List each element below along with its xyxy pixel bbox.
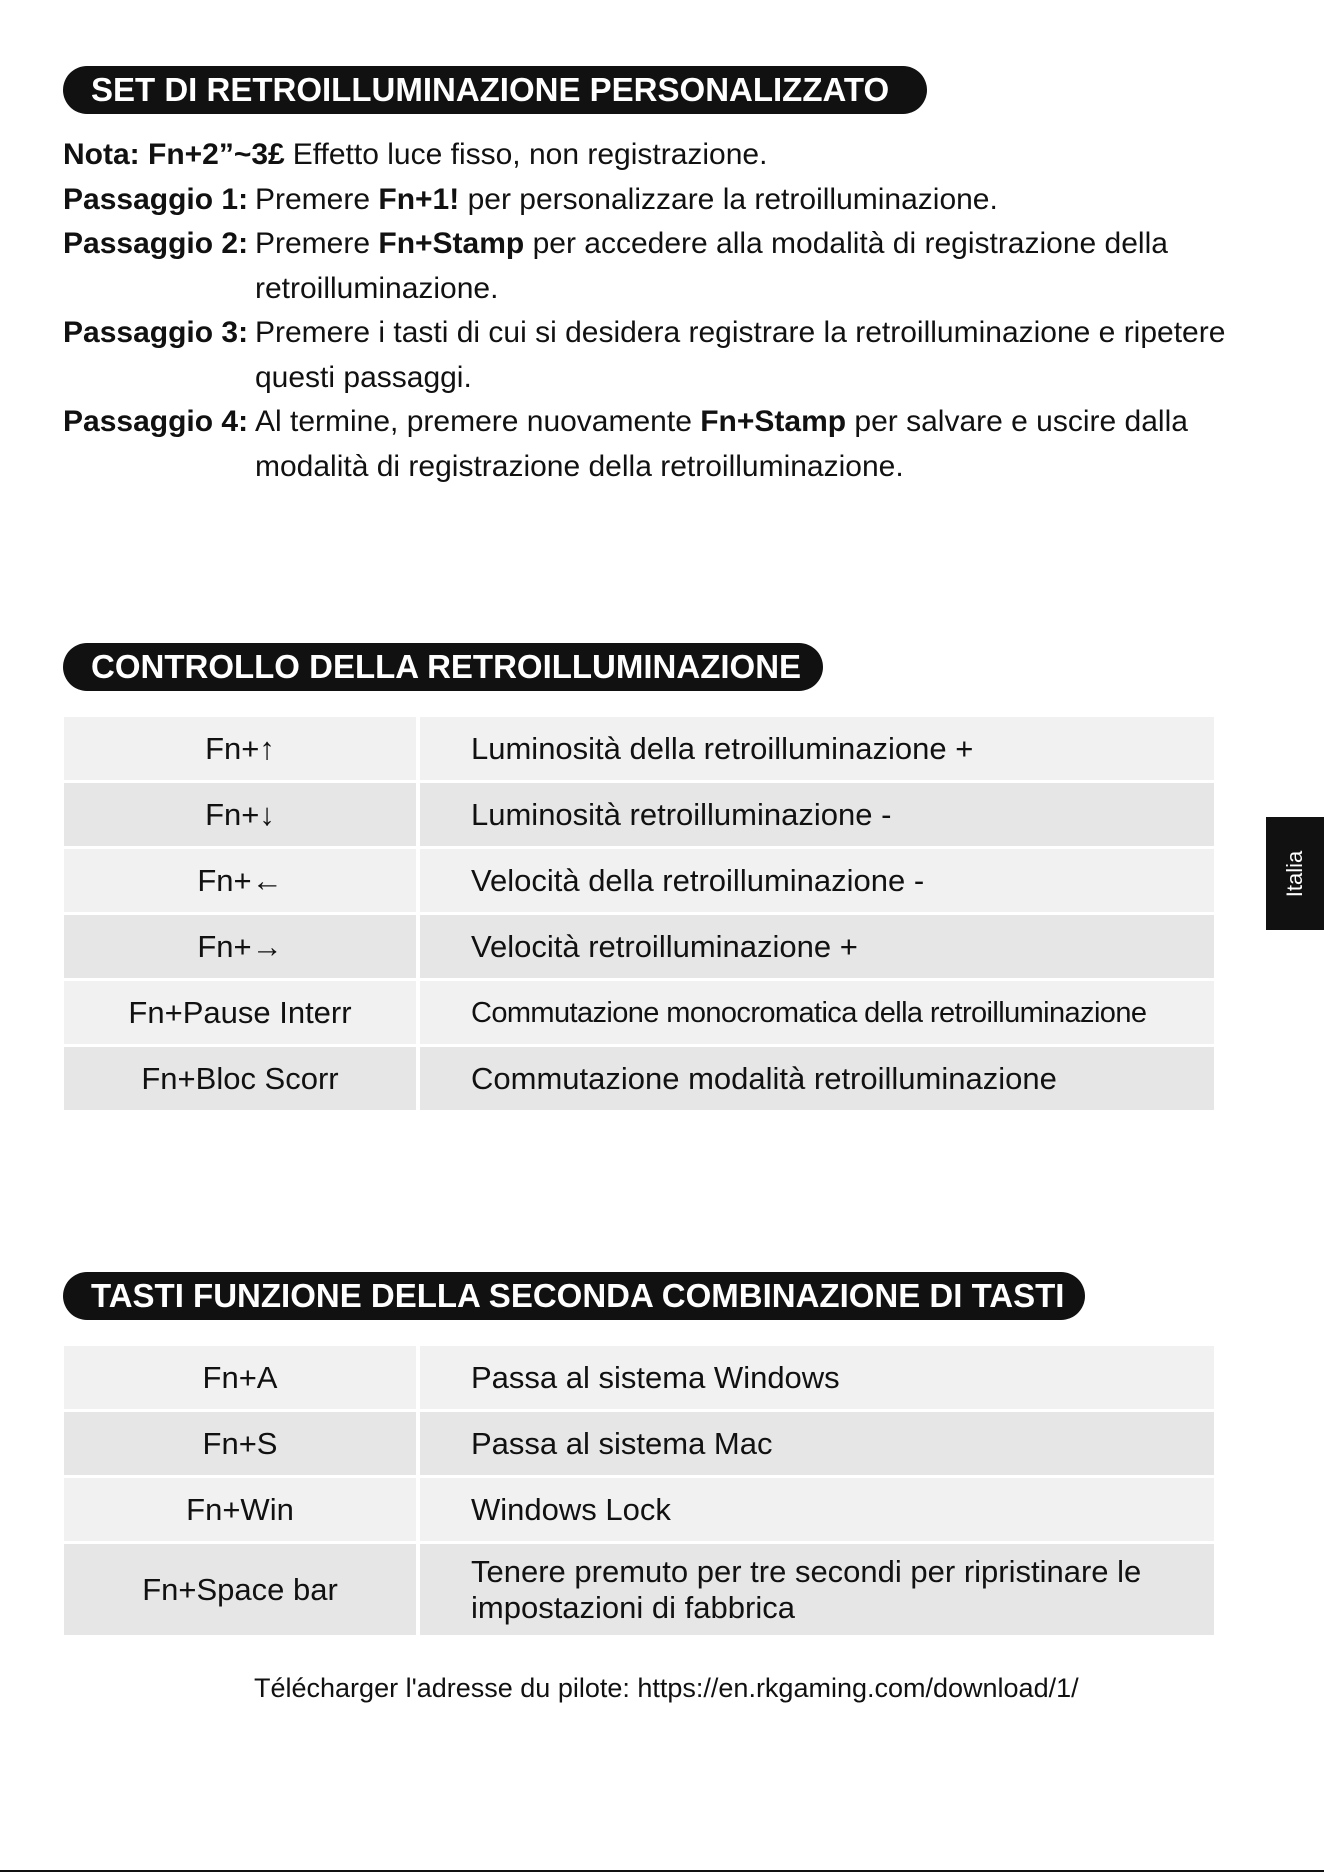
key-combo: Fn+A bbox=[64, 1346, 420, 1409]
note-label: Nota: Fn+2”~3£ bbox=[63, 138, 285, 171]
step-1 bbox=[63, 178, 1263, 223]
driver-download-note: Télécharger l'adresse du pilote: https://en.rkgaming.com/download/1/ bbox=[254, 1673, 1079, 1703]
step-text bbox=[255, 400, 1263, 489]
key-description: Velocità della retroilluminazione - bbox=[420, 849, 1214, 912]
step-2 bbox=[63, 222, 1263, 311]
key-description: Commutazione monocromatica della retroilluminazione bbox=[420, 981, 1214, 1044]
function-keys-table bbox=[64, 1343, 1214, 1638]
step-label: Passaggio 1: bbox=[63, 182, 249, 216]
step-label: Passaggio 2: bbox=[63, 227, 249, 260]
key-combo: Fn+Win bbox=[64, 1478, 420, 1541]
key-combo: Fn+← bbox=[64, 849, 420, 912]
step-4 bbox=[63, 400, 1263, 489]
key-description: Passa al sistema Windows bbox=[420, 1346, 1214, 1409]
key-description: Windows Lock bbox=[420, 1478, 1214, 1541]
step-text-pre: Premere bbox=[255, 227, 379, 260]
table-row bbox=[64, 1544, 1214, 1635]
key-description: Tenere premuto per tre secondi per ripristinare le impostazioni di fabbrica bbox=[420, 1544, 1214, 1635]
instructions-block bbox=[63, 133, 1263, 489]
step-key: Fn+1! bbox=[378, 182, 460, 216]
key-description: Luminosità della retroilluminazione + bbox=[420, 717, 1214, 780]
step-text bbox=[255, 311, 1263, 400]
table-row bbox=[64, 1346, 1214, 1409]
key-combo: Fn+Space bar bbox=[64, 1544, 420, 1635]
section-title-backlight-control: CONTROLLO DELLA RETROILLUMINAZIONE bbox=[63, 643, 823, 691]
key-description: Velocità retroilluminazione + bbox=[420, 915, 1214, 978]
table-row bbox=[64, 1412, 1214, 1475]
step-key: Fn+Stamp bbox=[378, 227, 525, 260]
step-text-post: per salvare e uscire dalla modalità di registrazione della retroilluminazione. bbox=[255, 405, 1188, 483]
note-line bbox=[63, 133, 1263, 178]
table-row bbox=[64, 1478, 1214, 1541]
section-title-function-keys: TASTI FUNZIONE DELLA SECONDA COMBINAZIONE DI TASTI bbox=[63, 1272, 1085, 1320]
key-combo: Fn+→ bbox=[64, 915, 420, 978]
step-text-post: per personalizzare la retroilluminazione. bbox=[459, 182, 998, 216]
step-key: Fn+Stamp bbox=[700, 405, 847, 438]
language-tab-label: Italia bbox=[1281, 850, 1307, 897]
key-combo: Fn+S bbox=[64, 1412, 420, 1475]
key-combo: Fn+Bloc Scorr bbox=[64, 1047, 420, 1110]
step-label: Passaggio 3: bbox=[63, 316, 249, 349]
backlight-control-table bbox=[64, 714, 1214, 1113]
table-row bbox=[64, 915, 1214, 978]
key-description: Commutazione modalità retroilluminazione bbox=[420, 1047, 1214, 1110]
key-combo: Fn+↑ bbox=[64, 717, 420, 780]
step-text-post: per accedere alla modalità di registrazione della retroilluminazione. bbox=[255, 227, 1168, 305]
table-row bbox=[64, 981, 1214, 1044]
section-title-custom-backlight: SET DI RETROILLUMINAZIONE PERSONALIZZATO bbox=[63, 66, 927, 114]
language-tab bbox=[1266, 817, 1324, 930]
key-combo: Fn+↓ bbox=[64, 783, 420, 846]
step-text-pre: Premere i tasti di cui si desidera registrare la retroilluminazione e ripetere questi passaggi. bbox=[255, 316, 1226, 394]
note-text: Effetto luce fisso, non registrazione. bbox=[292, 138, 768, 171]
table-row bbox=[64, 849, 1214, 912]
step-3 bbox=[63, 311, 1263, 400]
step-text bbox=[255, 178, 1263, 223]
step-text-pre: Premere bbox=[255, 182, 379, 216]
table-row bbox=[64, 1047, 1214, 1110]
key-combo: Fn+Pause Interr bbox=[64, 981, 420, 1044]
step-text-pre: Al termine, premere nuovamente bbox=[255, 405, 701, 438]
key-description: Passa al sistema Mac bbox=[420, 1412, 1214, 1475]
table-row bbox=[64, 783, 1214, 846]
table-row bbox=[64, 717, 1214, 780]
key-description: Luminosità retroilluminazione - bbox=[420, 783, 1214, 846]
step-label: Passaggio 4: bbox=[63, 405, 249, 438]
step-text bbox=[255, 222, 1263, 311]
